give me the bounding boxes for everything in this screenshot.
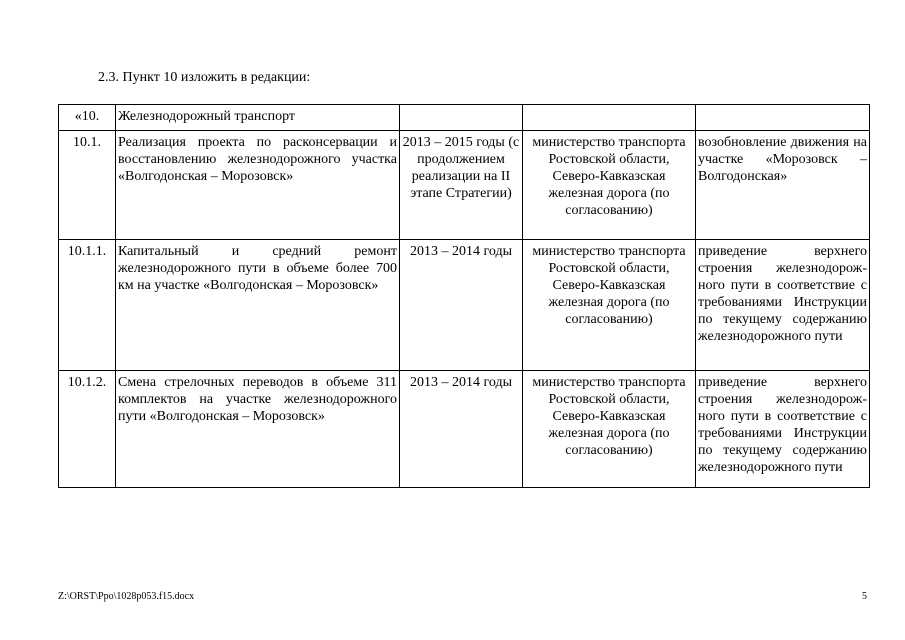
empty-cell: [400, 105, 523, 131]
item-responsible: министерство транспорта Ростовской области, Северо-Кавказская железная дорога (по согласованию): [523, 240, 696, 371]
table-row: [59, 240, 870, 371]
empty-cell: [523, 105, 696, 131]
section-number: «10.: [59, 105, 116, 131]
item-number: 10.1.: [59, 131, 116, 240]
table-row: [59, 131, 870, 240]
table-row: [59, 371, 870, 488]
measures-table: [58, 104, 870, 488]
item-description: Капитальный и средний ремонт железнодорожного пути в объеме более 700 км на участке «Волгодонская – Морозовск»: [116, 240, 400, 371]
item-period: 2013 – 2015 годы (с продолжением реализации на II этапе Стратегии): [400, 131, 523, 240]
page-number: 5: [862, 591, 867, 602]
item-period: 2013 – 2014 годы: [400, 371, 523, 488]
intro-paragraph: 2.3. Пункт 10 изложить в редакции:: [98, 70, 311, 85]
item-description: Реализация проекта по расконсервации и восстановлению железнодорожного участка «Волгодонская – Морозовск»: [116, 131, 400, 240]
table-row-section-header: [59, 105, 870, 131]
item-result: приведение верхнего строения железнодорожного пути в соответствие с требованиями Инструкции по текущему содержанию железнодорожного пути: [696, 371, 870, 488]
item-result: возобновление движения на участке «Морозовск – Волгодонская»: [696, 131, 870, 240]
empty-cell: [696, 105, 870, 131]
item-responsible: министерство транспорта Ростовской области, Северо-Кавказская железная дорога (по согласованию): [523, 371, 696, 488]
footer-file-path: Z:\ORST\Ppo\1028p053.f15.docx: [58, 591, 195, 602]
item-period: 2013 – 2014 годы: [400, 240, 523, 371]
item-description: Смена стрелочных переводов в объеме 311 комплектов на участке железнодорожного пути «Волгодонская – Морозовск»: [116, 371, 400, 488]
item-number: 10.1.2.: [59, 371, 116, 488]
item-responsible: министерство транспорта Ростовской области, Северо-Кавказская железная дорога (по согласованию): [523, 131, 696, 240]
item-number: 10.1.1.: [59, 240, 116, 371]
section-title: Железнодорожный транспорт: [116, 105, 400, 131]
item-result: приведение верхнего строения железнодорожного пути в соответствие с требованиями Инструкции по текущему содержанию железнодорожного пути: [696, 240, 870, 371]
